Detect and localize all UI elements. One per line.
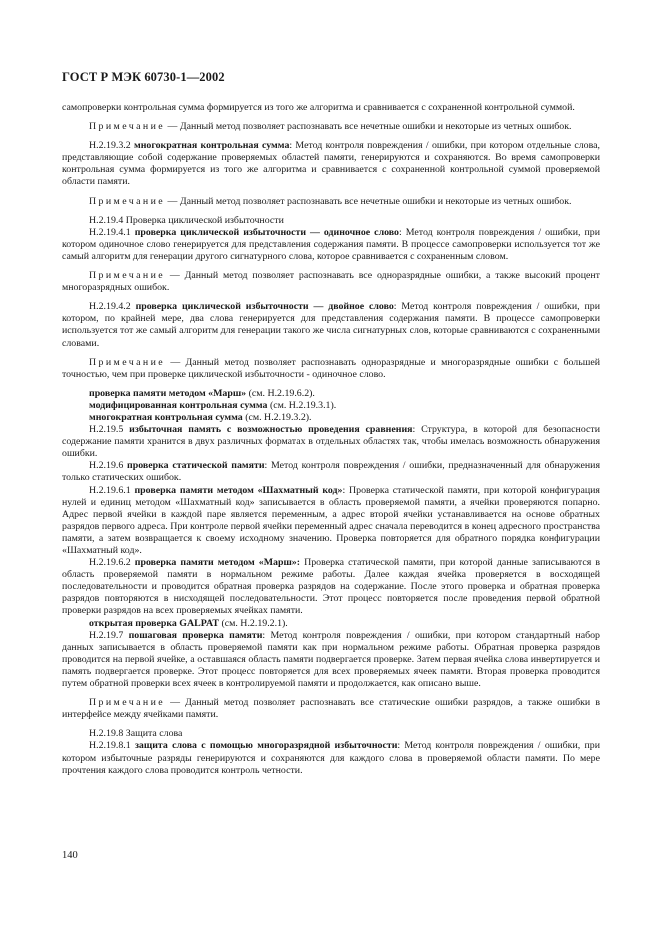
defined-term: пошаговая проверка памяти <box>128 629 263 641</box>
defined-term: защита слова с помощью многоразрядной избыточности <box>134 740 398 752</box>
clause-number: Н.2.19.5 <box>89 424 130 436</box>
note-paragraph <box>62 196 600 208</box>
cross-reference <box>62 388 600 400</box>
note-text: — Данный метод позволяет распознавать одноразрядные и многоразрядные ошибки с большей точностью, чем при проверке циклической избыточности - одиночное слово. <box>62 356 600 380</box>
definition-text: : Метод контроля повреждения / ошибки, предназначенный для обнаружения только статических ошибок. <box>62 460 600 484</box>
note-paragraph <box>62 270 600 294</box>
clause-number: Н.2.19.6 <box>89 460 128 472</box>
note-paragraph <box>62 121 600 133</box>
note-text: — Данный метод позволяет распознавать все нечетные ошибки и некоторые из четных ошибок. <box>165 195 572 207</box>
document-header: ГОСТ Р МЭК 60730-1—2002 <box>62 70 225 84</box>
definition-paragraph <box>62 460 600 484</box>
paragraph-text: самопроверки контрольная сумма формируется из того же алгоритма и сравнивается с сохраненной контрольной суммой. <box>62 102 575 113</box>
defined-term: многократная контрольная сумма <box>134 140 290 152</box>
defined-term: проверка памяти методом «Шахматный код» <box>134 484 343 496</box>
document-body <box>62 102 600 777</box>
note-text: — Данный метод позволяет распознавать все нечетные ошибки и некоторые из четных ошибок. <box>165 121 572 133</box>
definition-paragraph <box>62 630 600 690</box>
definition-text: : Метод контроля повреждения / ошибки, при котором одиночное слово генерируется для представления содержания памяти. В процессе самопроверки используется тот же самый алгоритм для генерации другого сигнатурного слова, которое сравнивается с сохраненным словом. <box>62 226 600 262</box>
definition-text: : Метод контроля повреждения / ошибки, при котором стандартный набор данных записывается в область проверяемой памяти как при нормальном режиме работы. Обратная проверка разрядов проводится на первой ячейке, а оставшаяся область памяти подвергается проверке. Затем первая ячейка слова инвертируется и память подвергается проверке. Этот процесс повторяется для всех проверяемых ячеек памяти. Вторая проверка проводится путем обратной проверки всех ячеек в контролируемой памяти и продолжается, как описано выше. <box>62 629 600 690</box>
definition-paragraph <box>62 740 600 776</box>
definition-text: Проверка статической памяти, при которой данные записываются в область проверяемой памяти в нормальном режиме работы. Далее каждая ячейка проверяется в восходящей последовательности и проводится обратная проверка разрядов на содержание. После этого проверка и обратная проверка разрядов повторяются в нисходящей последовательности. Этот процесс повторяется после проведения первой обратной проверки разрядов на всех проверяемых ячейках памяти. <box>62 557 600 617</box>
clause-number: Н.2.19.4.1 <box>89 226 135 238</box>
clause-number: Н.2.19.7 <box>89 629 129 641</box>
defined-term: проверка памяти методом «Марш»: <box>134 557 301 569</box>
reference-text: (см. Н.2.19.2.1). <box>218 617 288 629</box>
cross-reference <box>62 618 600 630</box>
paragraph-text: Н.2.19.8 Защита слова <box>89 728 183 740</box>
cross-reference <box>62 400 600 412</box>
definition-text: : Структура, в которой для безопасности содержание памяти хранится в двух различных форматах в отдельных областях так, чтобы имелась возможность обнаружения ошибки. <box>62 424 600 460</box>
definition-paragraph <box>62 227 600 263</box>
referenced-term: проверка памяти методом «Марш» <box>89 387 247 399</box>
clause-number: Н.2.19.6.1 <box>89 484 135 496</box>
defined-term: избыточная память с возможностью проведения сравнения <box>129 424 413 436</box>
definition-paragraph <box>62 140 600 188</box>
note-paragraph <box>62 697 600 721</box>
defined-term: проверка циклической избыточности — двойное слово <box>135 301 394 313</box>
referenced-term: открытая проверка GALPAT <box>89 617 219 629</box>
reference-text: (см. Н.2.19.3.1). <box>267 399 337 411</box>
definition-paragraph <box>62 557 600 617</box>
note-label: Примечание <box>89 121 166 133</box>
note-text: — Данный метод позволяет распознавать все статические ошибки разрядов, а также ошибки в интерфейсе между ячейками памяти. <box>62 697 600 721</box>
clause-number: Н.2.19.8.1 <box>89 740 135 752</box>
page-number: 140 <box>62 850 78 861</box>
section-heading <box>62 728 600 740</box>
referenced-term: многократная контрольная сумма <box>89 411 243 423</box>
definition-paragraph <box>62 485 600 558</box>
defined-term: проверка циклической избыточности — одиночное слово <box>134 226 399 238</box>
definition-text: : Проверка статической памяти, при которой конфигурация нулей и единиц методом «Шахматный код» записывается в область проверяемой памяти, а ячейки проверяются попарно. Адрес первой ячейки в каждой паре является переменным, а адрес второй ячейки устанавливается на основе обратных разрядов первого адреса. При контроле первой ячейки переменный адрес сначала переводится в конец адресного пространства памяти, а затем возвращается к своему исходному значению. Проверка повторяется для обратного порядка конфигурации «Шахматный код». <box>62 484 600 556</box>
clause-number: Н.2.19.6.2 <box>89 557 135 569</box>
note-label: Примечание <box>89 697 166 709</box>
definition-paragraph <box>62 301 600 349</box>
paragraph-text: Н.2.19.4 Проверка циклической избыточности <box>89 214 284 226</box>
clause-number: Н.2.19.4.2 <box>89 301 136 313</box>
note-text: — Данный метод позволяет распознавать все одноразрядные ошибки, а также высокий процент многоразрядных ошибок. <box>62 270 600 294</box>
definition-text: : Метод контроля повреждения / ошибки, при котором, по крайней мере, два слова генерируется для представления содержания памяти. В процессе самопроверки используется тот же самый алгоритм для генерации такого же числа сигнатурных слов, которые сравниваются с сохраненными словами. <box>62 301 600 349</box>
referenced-term: модифицированная контрольная сумма <box>89 399 268 411</box>
definition-text: : Метод контроля повреждения / ошибки, при котором отдельные слова, представляющие собой содержание проверяемых областей памяти, генерируются и сохраняются. Во время самопроверки контрольная сумма формируется из того же алгоритма и сравнивается с сохраненной контрольной суммой проверяемой области памяти. <box>62 140 600 188</box>
clause-number: Н.2.19.3.2 <box>89 140 134 152</box>
cross-reference <box>62 412 600 424</box>
note-label: Примечание <box>89 356 166 368</box>
note-label: Примечание <box>89 195 166 207</box>
reference-text: (см. Н.2.19.3.2). <box>242 411 312 423</box>
reference-text: (см. Н.2.19.6.2). <box>246 387 315 399</box>
definition-text: : Метод контроля повреждения / ошибки, при котором избыточные разряды генерируются и сохраняются для каждого слова в проверяемой области памяти. По мере прочтения каждого слова проводится контроль четности. <box>62 740 600 776</box>
paragraph <box>62 102 600 114</box>
note-label: Примечание <box>89 270 166 282</box>
defined-term: проверка статической памяти <box>127 460 265 472</box>
section-heading <box>62 215 600 227</box>
note-paragraph <box>62 357 600 381</box>
definition-paragraph <box>62 424 600 460</box>
